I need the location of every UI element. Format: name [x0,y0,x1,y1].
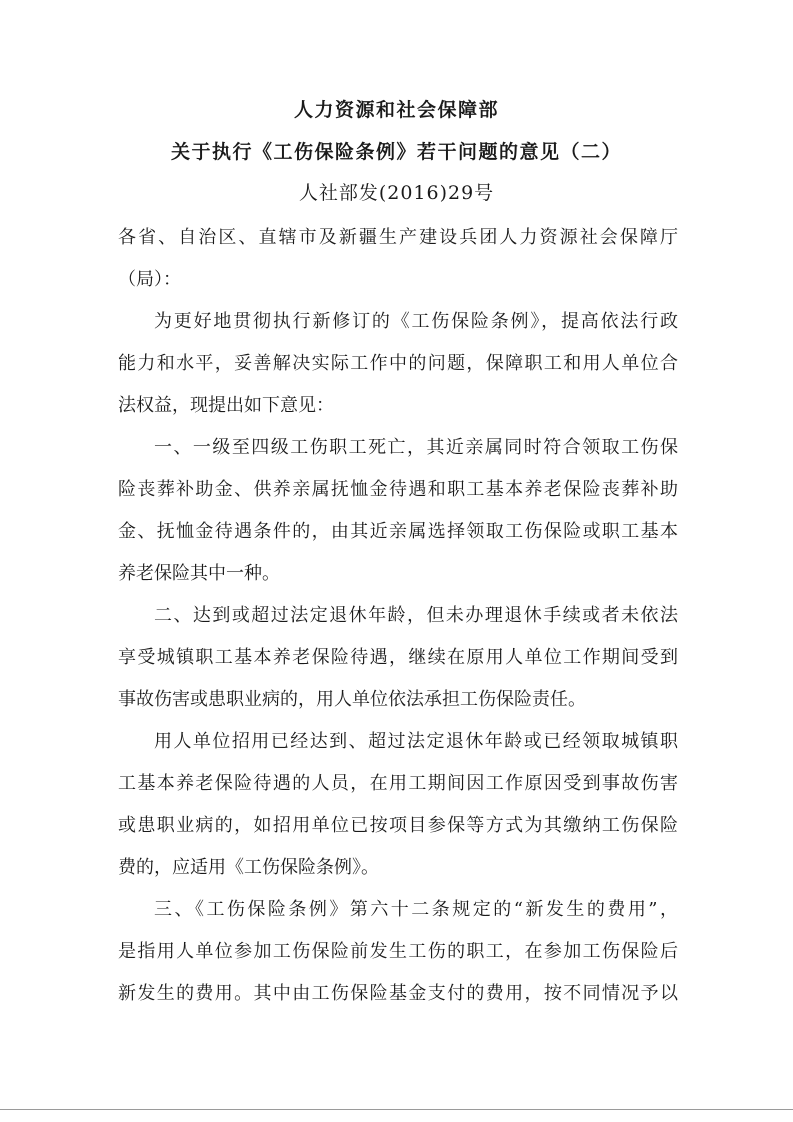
paragraph-line: 一、一级至四级工伤职工死亡，其近亲属同时符合领取工伤保 [154,437,678,458]
paragraph-line: 金、抚恤金待遇条件的，由其近亲属选择领取工伤保险或职工基本 [118,521,678,542]
paragraph-line: 新发生的费用。其中由工伤保险基金支付的费用，按不同情况予以 [118,983,678,1004]
document-number: 人社部发(2016)29号 [298,182,495,204]
paragraph-line: 费的，应适用《工伤保险条例》。 [118,857,379,878]
paragraph-line: 享受城镇职工基本养老保险待遇，继续在原用人单位工作期间受到 [118,647,678,668]
document-title-line-2: 关于执行《工伤保险条例》若干问题的意见（二） [170,141,622,163]
paragraph-line: 险丧葬补助金、供养亲属抚恤金待遇和职工基本养老保险丧葬补助 [118,479,678,500]
paragraph-line: 是指用人单位参加工伤保险前发生工伤的职工，在参加工伤保险后 [118,941,678,962]
paragraph-line: 用人单位招用已经达到、超过法定退休年龄或已经领取城镇职 [154,731,678,752]
paragraph-line: 工基本养老保险待遇的人员，在用工期间因工作原因受到事故伤害 [118,773,678,794]
paragraph-line: 养老保险其中一种。 [118,563,280,584]
paragraph-line: 能力和水平，妥善解决实际工作中的问题，保障职工和用人单位合 [118,353,678,374]
addressee-line: （局）： [118,269,181,290]
document-title-line-1: 人力资源和社会保障部 [293,99,499,121]
page-bottom-divider [0,1109,793,1110]
paragraph-line: 或患职业病的，如招用单位已按项目参保等方式为其缴纳工伤保险 [118,815,678,836]
addressee-line: 各省、自治区、直辖市及新疆生产建设兵团人力资源社会保障厅 [118,227,678,248]
paragraph-line: 为更好地贯彻执行新修订的《工伤保险条例》，提高依法行政 [154,311,678,332]
paragraph-line: 法权益，现提出如下意见： [118,395,334,416]
paragraph-line: 事故伤害或患职业病的，用人单位依法承担工伤保险责任。 [118,689,586,710]
paragraph-line: 二、达到或超过法定退休年龄，但未办理退休手续或者未依法 [154,605,678,626]
paragraph-line: 三、《工伤保险条例》第六十二条规定的“新发生的费用”， [154,899,678,920]
